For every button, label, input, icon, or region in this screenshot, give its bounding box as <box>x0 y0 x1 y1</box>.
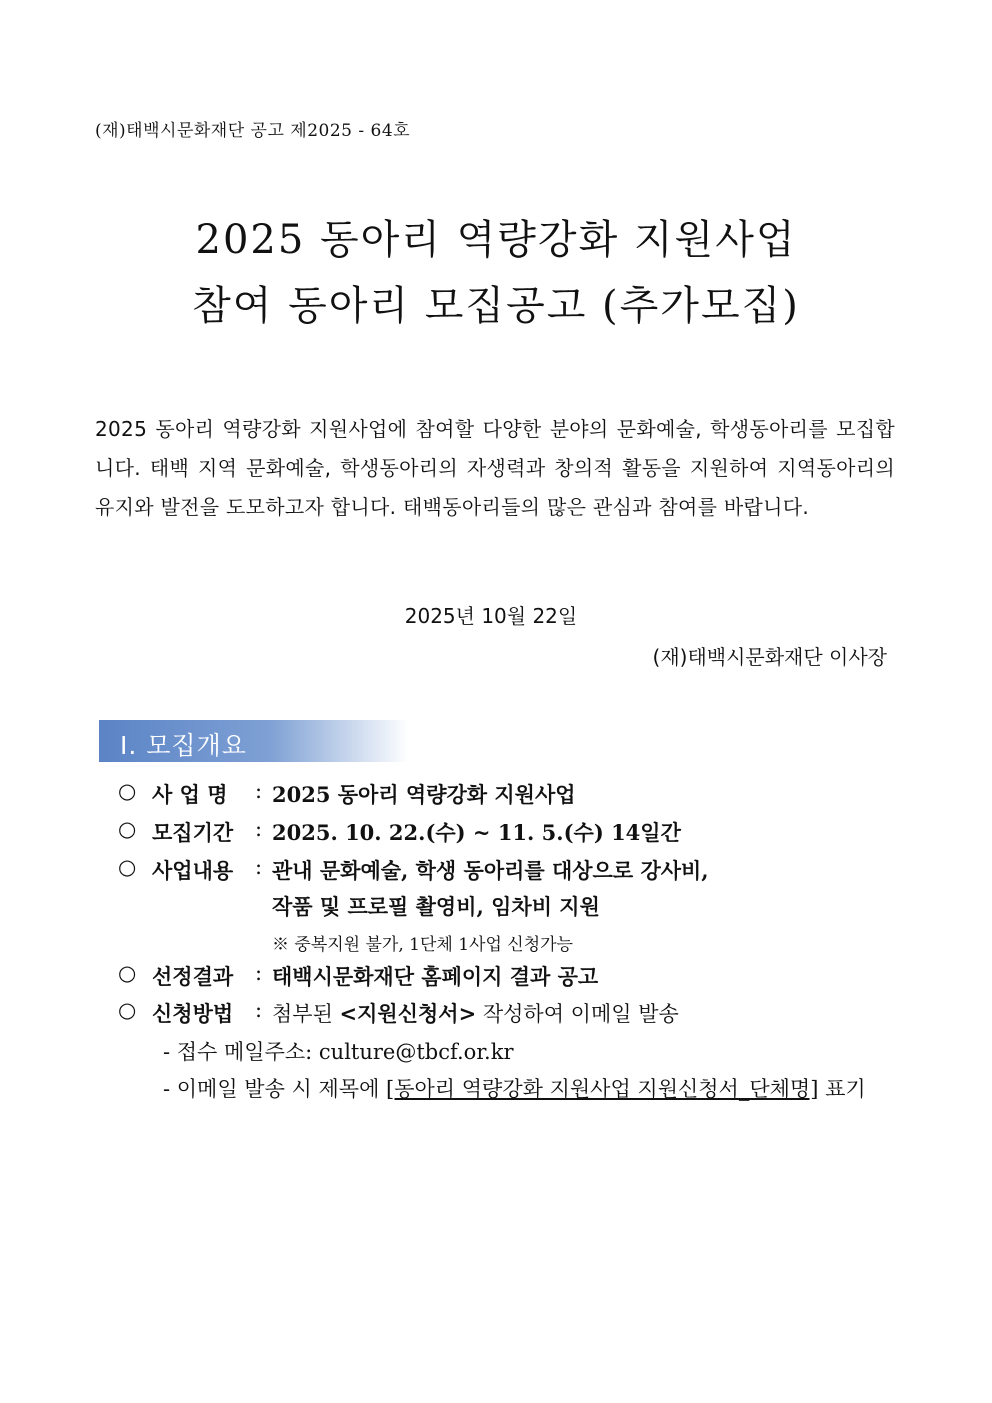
bullet-icon: ○ <box>118 779 137 803</box>
item-note: ※ 중복지원 불가, 1단체 1사업 신청가능 <box>272 935 573 955</box>
section-title: Ⅰ. 모집개요 <box>120 731 247 760</box>
colon: : <box>255 855 263 879</box>
value-text: 첨부된 <box>272 1002 340 1026</box>
item-value: 태백시문화재단 홈페이지 결과 공고 <box>272 964 599 989</box>
bullet-icon: ○ <box>118 855 137 879</box>
issuer: (재)태백시문화재단 이사장 <box>652 645 887 669</box>
sub-text: 표기 <box>818 1077 866 1101</box>
notice-number: (재)태백시문화재단 공고 제2025 - 64호 <box>95 121 411 141</box>
item-label: 사업내용 <box>152 858 234 883</box>
page-title-line1: 2025 동아리 역량강화 지원사업 <box>195 217 797 263</box>
item-value-continued: 작품 및 프로필 촬영비, 임차비 지원 <box>272 894 600 919</box>
value-emphasis: <지원신청서> <box>339 1001 477 1026</box>
item-value: 관내 문화예술, 학생 동아리를 대상으로 강사비, <box>272 858 709 883</box>
item-label: 모집기간 <box>152 820 234 845</box>
page-title-line2: 참여 동아리 모집공고 (추가모집) <box>192 283 800 329</box>
subject-format: [동아리 역량강화 지원사업 지원신청서_단체명] <box>386 1077 819 1101</box>
notice-date: 2025년 10월 22일 <box>404 604 578 628</box>
bullet-icon: ○ <box>118 817 137 841</box>
intro-paragraph: 2025 동아리 역량강화 지원사업에 참여할 다양한 분야의 문화예술, 학생동아리를 모집합니다. 태백 지역 문화예술, 학생동아리의 자생력과 창의적 활동을 지원하여 지역동아리의 유지와 발전을 도모하고자 합니다. 태백동아리들의 많은 관심과 참여를 바랍니다. <box>95 417 895 519</box>
item-value: 2025. 10. 22.(수) ~ 11. 5.(수) 14일간 <box>272 820 681 845</box>
value-text: 작성하여 이메일 발송 <box>476 1002 679 1026</box>
bullet-icon: ○ <box>118 998 137 1022</box>
item-label: 신청방법 <box>152 1001 234 1026</box>
colon: : <box>255 998 263 1022</box>
item-label: 선정결과 <box>152 964 234 989</box>
item-value <box>272 998 679 1028</box>
bullet-icon: ○ <box>118 961 137 985</box>
colon: : <box>255 779 263 803</box>
email-subject-line <box>163 1073 866 1103</box>
sub-text: - 이메일 발송 시 제목에 <box>163 1077 387 1101</box>
colon: : <box>255 961 263 985</box>
item-label: 사 업 명 <box>152 782 228 807</box>
email-address-line: - 접수 메일주소: culture@tbcf.or.kr <box>163 1040 514 1064</box>
item-value: 2025 동아리 역량강화 지원사업 <box>272 782 576 807</box>
colon: : <box>255 817 263 841</box>
